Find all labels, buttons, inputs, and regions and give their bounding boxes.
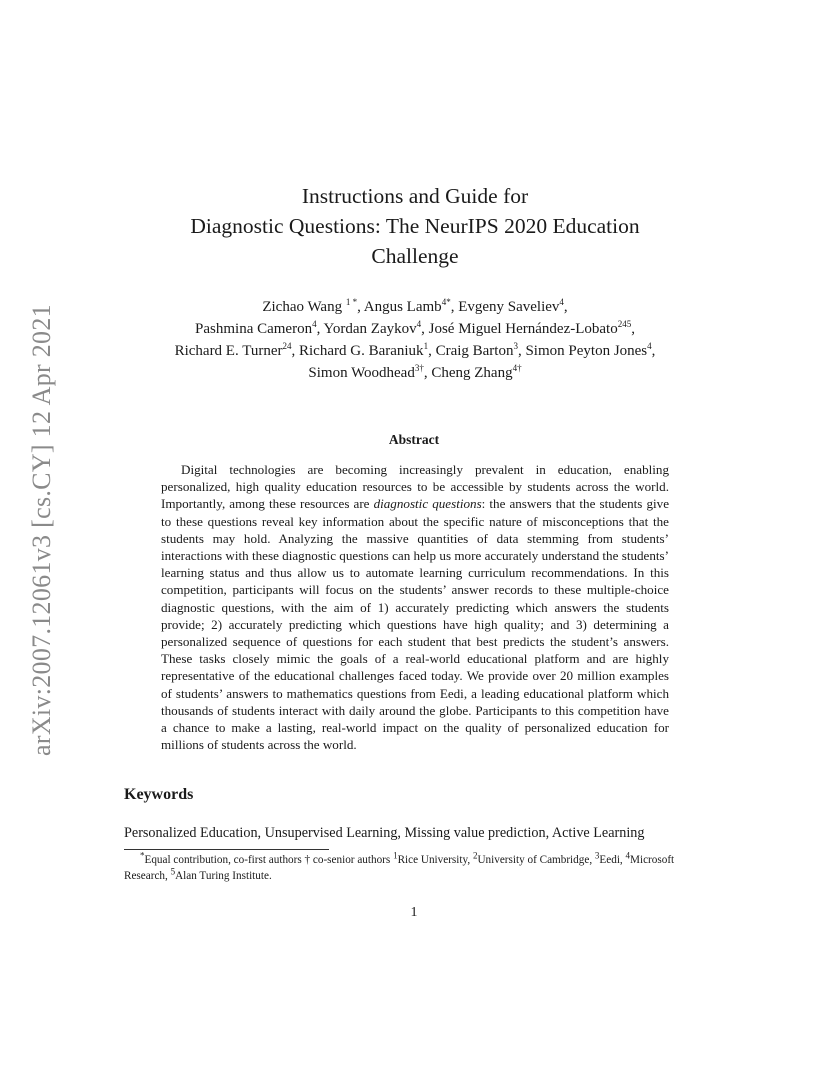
footnote-text: Microsoft Research,	[124, 854, 675, 882]
author-separator: ,	[651, 343, 656, 359]
author-name: Zichao Wang	[262, 299, 343, 315]
author-separator: ,	[517, 343, 526, 359]
footnote-mark: 3	[594, 850, 600, 861]
abstract-heading: Abstract	[388, 432, 440, 447]
author-separator: ,	[291, 343, 299, 359]
abstract-emphasis: diagnostic questions	[373, 496, 482, 512]
affiliation-mark: 3†	[414, 363, 424, 373]
paper-title	[120, 181, 710, 271]
author-separator: ,	[316, 321, 324, 337]
author-name: Cheng Zhang	[431, 365, 513, 381]
footnote-text: Rice University,	[397, 854, 473, 866]
author-name: Craig Barton	[435, 343, 514, 359]
author-separator: ,	[421, 321, 429, 337]
abstract-text: Digital technologies are becoming increasingly prevalent in education, enabling personalized, high quality education resources to be accessible by students across the world. Importantly, among these resources are	[161, 462, 669, 512]
affiliation-mark: 1	[423, 341, 429, 351]
title-line-2: Diagnostic Questions: The NeurIPS 2020 Education	[190, 214, 640, 238]
author-name: Richard E. Turner	[174, 343, 283, 359]
title-line-3: Challenge	[371, 244, 459, 268]
author-line-2	[110, 318, 720, 340]
author-list	[110, 296, 720, 384]
footnote-text: Alan Turing Institute.	[175, 870, 272, 882]
footnote-text: Eedi,	[599, 854, 626, 866]
affiliation-mark: 1 *	[345, 297, 358, 307]
footnote-mark: 2	[472, 850, 478, 861]
footnote	[124, 852, 710, 884]
author-separator: ,	[450, 299, 459, 315]
keywords-heading: Keywords	[124, 786, 194, 803]
author-separator: ,	[563, 299, 568, 315]
affiliation-mark: 4	[647, 341, 652, 351]
title-line-1: Instructions and Guide for	[301, 184, 529, 208]
footnote-mark: *	[140, 850, 145, 861]
author-name: Evgeny Saveliev	[458, 299, 560, 315]
author-line-3	[110, 340, 720, 362]
author-separator: ,	[357, 299, 364, 315]
page-number: 1	[410, 905, 418, 920]
author-separator: ,	[631, 321, 635, 337]
affiliation-mark: 4*	[441, 297, 451, 307]
keywords-text: Personalized Education, Unsupervised Learning, Missing value prediction, Active Learning	[124, 825, 645, 841]
affiliation-mark: 4	[416, 319, 422, 329]
arxiv-stamp	[22, 280, 62, 780]
abstract-body	[161, 461, 669, 753]
abstract-text: : the answers that the students give to these questions reveal key information about the specific nature of misconceptions that the students may hold. Analyzing the massive quantities of data stemming from students’ interactions with these diagnostic questions can help us more accurately understand the students’ learning status and thus allow us to automate learning curriculum recommendations. In this competition, participants will focus on the students’ answer records to these multiple-choice diagnostic questions, with the aim of 1) accurately predicting which answers the students provide; 2) accurately predicting which questions have high quality; and 3) determining a personalized sequence of questions for each student that best predicts the student’s answers. These tasks closely mimic the goals of a real-world educational platform and are highly representative of the educational challenges faced today. We provide over 20 million examples of students’ answers to mathematics questions from Eedi, a leading educational platform which thousands of students interact with daily around the globe. Participants to this competition have a chance to make a lasting, real-world impact on the quality of personalized education for millions of students across the world.	[161, 496, 670, 753]
author-name: Angus Lamb	[363, 299, 442, 315]
arxiv-id[interactable]: arXiv:2007.12061v3 [cs.CY] 12 Apr 2021	[27, 304, 56, 756]
author-name: Simon Peyton Jones	[525, 343, 648, 359]
affiliation-mark: 4†	[512, 363, 522, 373]
footnote-text: Equal contribution, co-first authors † co-senior authors	[144, 854, 394, 866]
author-separator: ,	[428, 343, 436, 359]
affiliation-mark: 4	[312, 319, 317, 329]
author-line-1	[110, 296, 720, 318]
affiliation-mark: 24	[282, 341, 292, 351]
affiliation-mark: 245	[617, 319, 632, 329]
author-name: Simon Woodhead	[308, 365, 415, 381]
author-separator: ,	[423, 365, 432, 381]
footnote-mark: 5	[170, 866, 176, 877]
author-line-4	[110, 362, 720, 384]
footnote-mark: 1	[393, 850, 398, 861]
author-name: Yordan Zaykov	[323, 321, 417, 337]
author-name: Richard G. Baraniuk	[299, 343, 424, 359]
footnote-text: University of Cambridge,	[477, 854, 595, 866]
affiliation-mark: 4	[559, 297, 564, 307]
author-name: José Miguel Hernández-Lobato	[428, 321, 618, 337]
author-name: Pashmina Cameron	[195, 321, 313, 337]
affiliation-mark: 3	[513, 341, 518, 351]
footnote-rule	[124, 849, 329, 850]
footnote-mark: 4	[625, 850, 631, 861]
